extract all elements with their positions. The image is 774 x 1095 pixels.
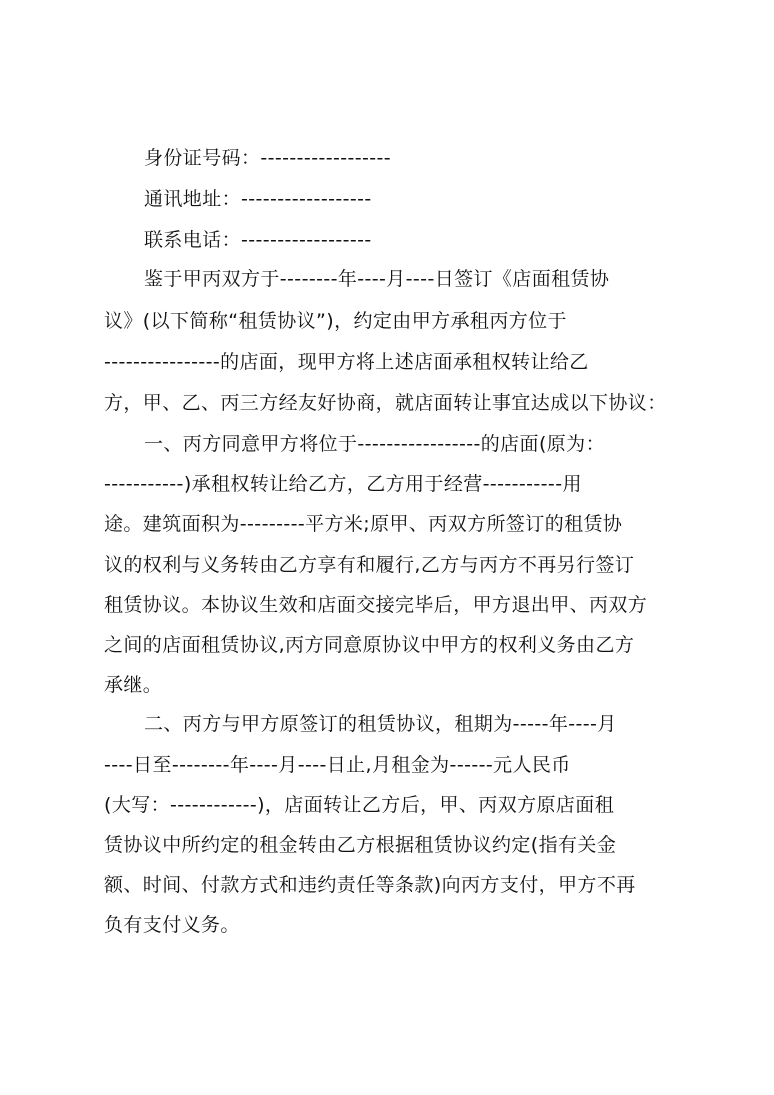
intro-line: 议》(以下简称“租赁协议”)，约定由甲方承租丙方位于 <box>104 310 567 332</box>
clause-one-line: 承继。 <box>104 674 163 696</box>
id-number-field: 身份证号码：------------------ <box>144 147 392 169</box>
clause-two-line: (大写：------------)，店面转让乙方后，甲、丙双方原店面租 <box>104 794 615 816</box>
address-field: 通讯地址：------------------ <box>144 188 372 210</box>
intro-line: 方，甲、乙、丙三方经友好协商，就店面转让事宜达成以下协议： <box>104 392 667 414</box>
clause-one-line: -----------)承租权转让给乙方，乙方用于经营-----------用 <box>104 473 582 495</box>
clause-one-line: 租赁协议。本协议生效和店面交接完毕后，甲方退出甲、丙双方 <box>104 594 648 616</box>
clause-two-line: ----日至--------年----月----日止,月租金为------元人民币 <box>104 754 571 776</box>
clause-two-line: 赁协议中所约定的租金转由乙方根据租赁协议约定(指有关金 <box>104 834 617 856</box>
clause-one-line: 之间的店面租赁协议,丙方同意原协议中甲方的权利义务由乙方 <box>104 634 635 656</box>
phone-field: 联系电话：------------------ <box>144 229 372 251</box>
clause-one-line: 一、丙方同意甲方将位于-----------------的店面(原为： <box>144 433 605 455</box>
intro-line: 鉴于甲丙双方于--------年----月----日签订《店面租赁协 <box>144 268 610 290</box>
intro-line: ----------------的店面，现甲方将上述店面承租权转让给乙 <box>104 351 589 373</box>
clause-one-line: 途。建筑面积为---------平方米;原甲、丙双方所签订的租赁协 <box>104 513 623 535</box>
clause-one-line: 议的权利与义务转由乙方享有和履行,乙方与丙方不再另行签订 <box>104 554 635 576</box>
clause-two-line: 额、时间、付款方式和违约责任等条款)向丙方支付，甲方不再 <box>104 874 636 896</box>
clause-two-line: 负有支付义务。 <box>104 914 240 936</box>
clause-two-line: 二、丙方与甲方原签订的租赁协议，租期为-----年----月 <box>144 713 617 735</box>
